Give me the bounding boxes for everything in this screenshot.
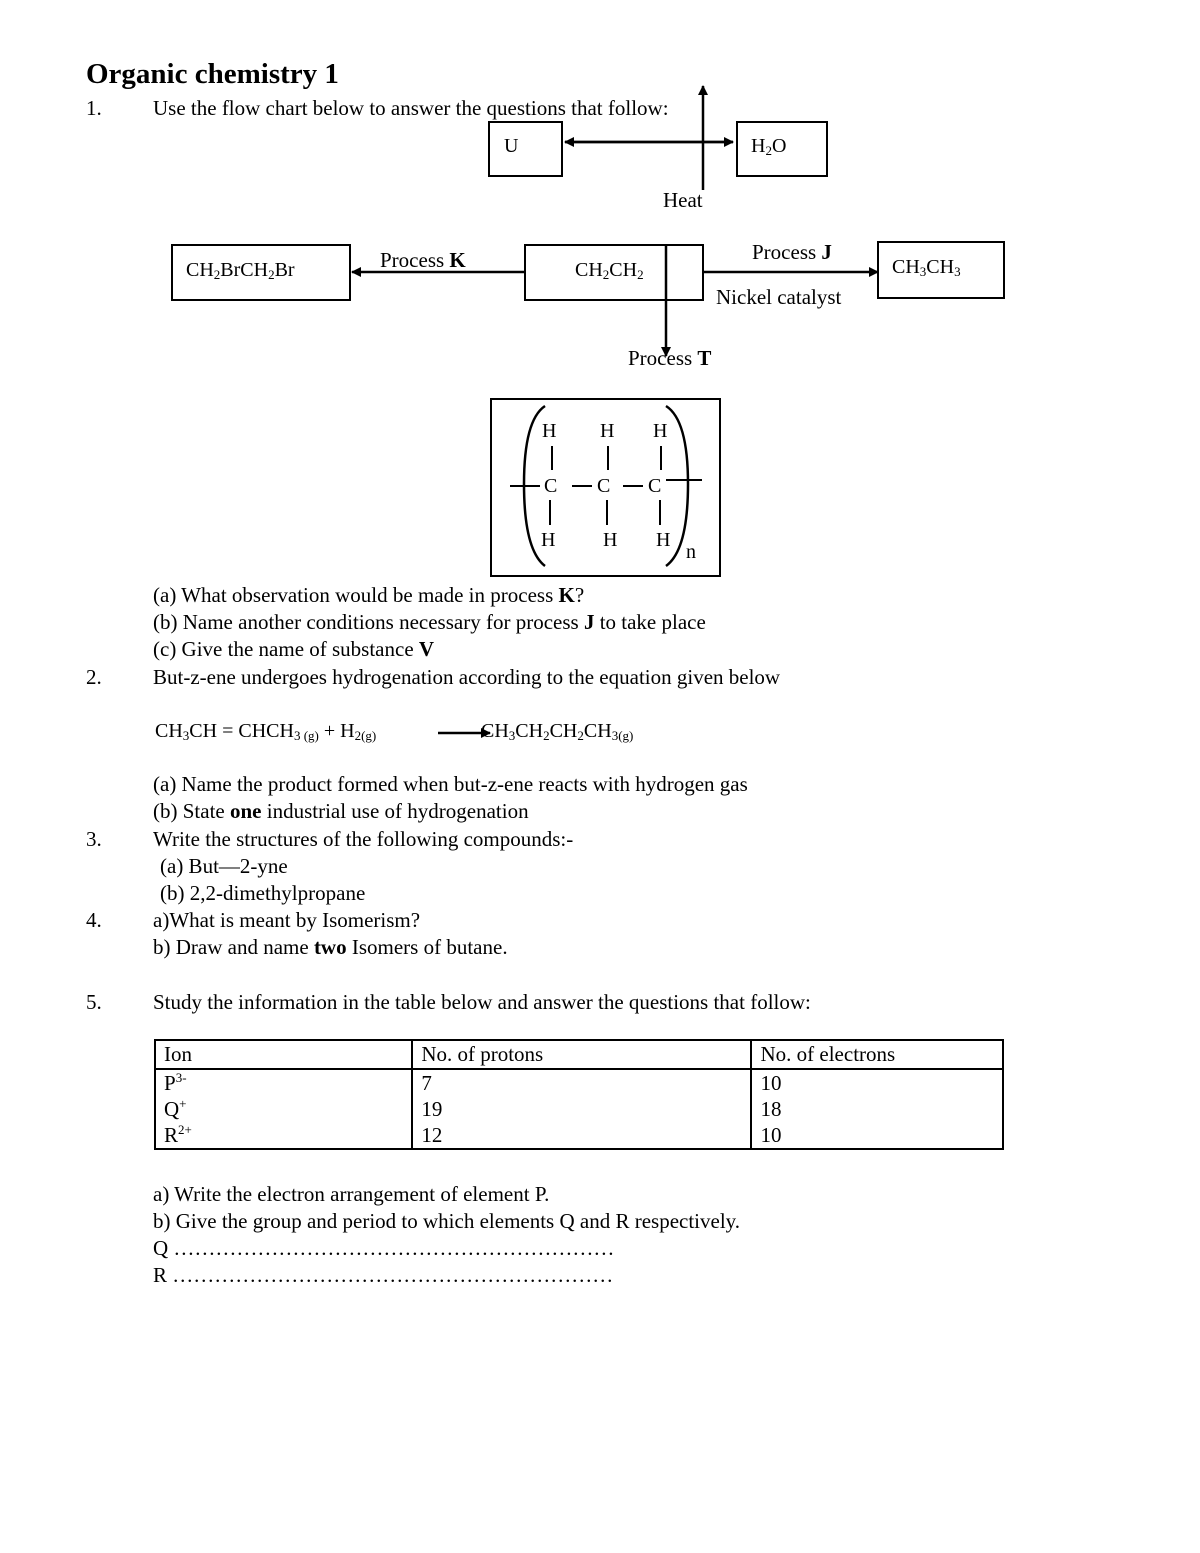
- process-j-label: Process J: [752, 240, 832, 264]
- page-title: Organic chemistry 1: [86, 58, 339, 90]
- question-5b: b) Give the group and period to which elements Q and R respectively.: [153, 1209, 741, 1233]
- water-sub: 2: [765, 143, 772, 158]
- process-t-label: Process T: [628, 346, 712, 370]
- question-4b: b) Draw and name two Isomers of butane.: [153, 935, 508, 959]
- question-3a: (a) But—2-yne: [160, 854, 288, 878]
- question-3-number: 3.: [86, 827, 102, 851]
- box-u-label: U: [504, 135, 519, 157]
- header-ion: Ion: [155, 1040, 412, 1069]
- water-o: O: [771, 135, 787, 157]
- header-electrons: No. of electrons: [751, 1040, 1003, 1069]
- heat-label: Heat: [663, 188, 703, 212]
- question-3b: (b) 2,2-dimethylpropane: [160, 881, 366, 905]
- atom-c-2: C: [597, 475, 611, 497]
- protons-cell: 12: [412, 1122, 751, 1149]
- nickel-catalyst-label: Nickel catalyst: [716, 285, 842, 309]
- ion-table: [154, 1039, 1004, 1150]
- atom-h-bottom-2: H: [603, 529, 618, 551]
- question-2-number: 2.: [86, 665, 102, 689]
- question-1b: (b) Name another conditions necessary for process J to take place: [153, 610, 706, 634]
- atom-c-3: C: [648, 475, 662, 497]
- box-dibromoethane: $CH_2BrCH_2Br$: [171, 244, 351, 301]
- electrons-cell: 18: [751, 1096, 1003, 1122]
- question-5-text: Study the information in the table below and answer the questions that follow:: [153, 990, 811, 1014]
- question-4a: a)What is meant by Isomerism?: [153, 908, 421, 932]
- answer-line-q: Q ………………………………………………………: [153, 1236, 615, 1260]
- ion-cell: Q+: [155, 1096, 412, 1122]
- ion-cell: $R^{2+}$: [155, 1122, 412, 1149]
- process-k-label: Process K: [380, 248, 466, 272]
- question-4-number: 4.: [86, 908, 102, 932]
- question-2-text: But-z-ene undergoes hydrogenation according to the equation given below: [153, 665, 781, 689]
- atom-h-top-3: H: [653, 420, 668, 442]
- protons-cell: 19: [412, 1096, 751, 1122]
- water-h: H: [751, 135, 766, 157]
- ion-table-header: [155, 1040, 1003, 1069]
- atom-h-top-2: H: [600, 420, 615, 442]
- question-1-text: Use the flow chart below to answer the questions that follow:: [153, 96, 669, 120]
- question-5a: a) Write the electron arrangement of element P.: [153, 1182, 550, 1206]
- box-ethane: $CH_3CH_3$: [877, 241, 1005, 299]
- header-protons: No. of protons: [412, 1040, 751, 1069]
- answer-line-r: R ………………………………………………………: [153, 1263, 614, 1287]
- polymer-n-subscript: n: [686, 541, 696, 563]
- ion-cell: $P^{3-}$: [155, 1069, 412, 1096]
- atom-h-top-1: H: [542, 420, 557, 442]
- question-5-number: 5.: [86, 990, 102, 1014]
- protons-cell: 7: [412, 1069, 751, 1096]
- equation-product: $CH_3CH_2CH_2CH_{3(g)}$: [481, 720, 634, 743]
- table-row: [155, 1096, 1003, 1122]
- table-row: [155, 1069, 1003, 1096]
- question-1-number: 1.: [86, 96, 102, 120]
- box-ethene: $CH_2CH_2$: [524, 244, 704, 301]
- atom-h-bottom-1: H: [541, 529, 556, 551]
- table-row: [155, 1122, 1003, 1149]
- electrons-cell: 10: [751, 1122, 1003, 1149]
- equation-reactants: $CH_3CH$ = $CHCH_3$ $_{(g)} + H_{2(g)}$: [155, 720, 377, 743]
- question-2b: (b) State one industrial use of hydrogenation: [153, 799, 529, 823]
- question-3-text: Write the structures of the following compounds:-: [153, 827, 574, 851]
- question-2a: (a) Name the product formed when but-z-ene reacts with hydrogen gas: [153, 772, 748, 796]
- atom-c-1: C: [544, 475, 558, 497]
- atom-h-bottom-3: H: [656, 529, 671, 551]
- question-1c: (c) Give the name of substance V: [153, 637, 435, 661]
- question-1a: (a) What observation would be made in process K?: [153, 583, 585, 607]
- electrons-cell: 10: [751, 1069, 1003, 1096]
